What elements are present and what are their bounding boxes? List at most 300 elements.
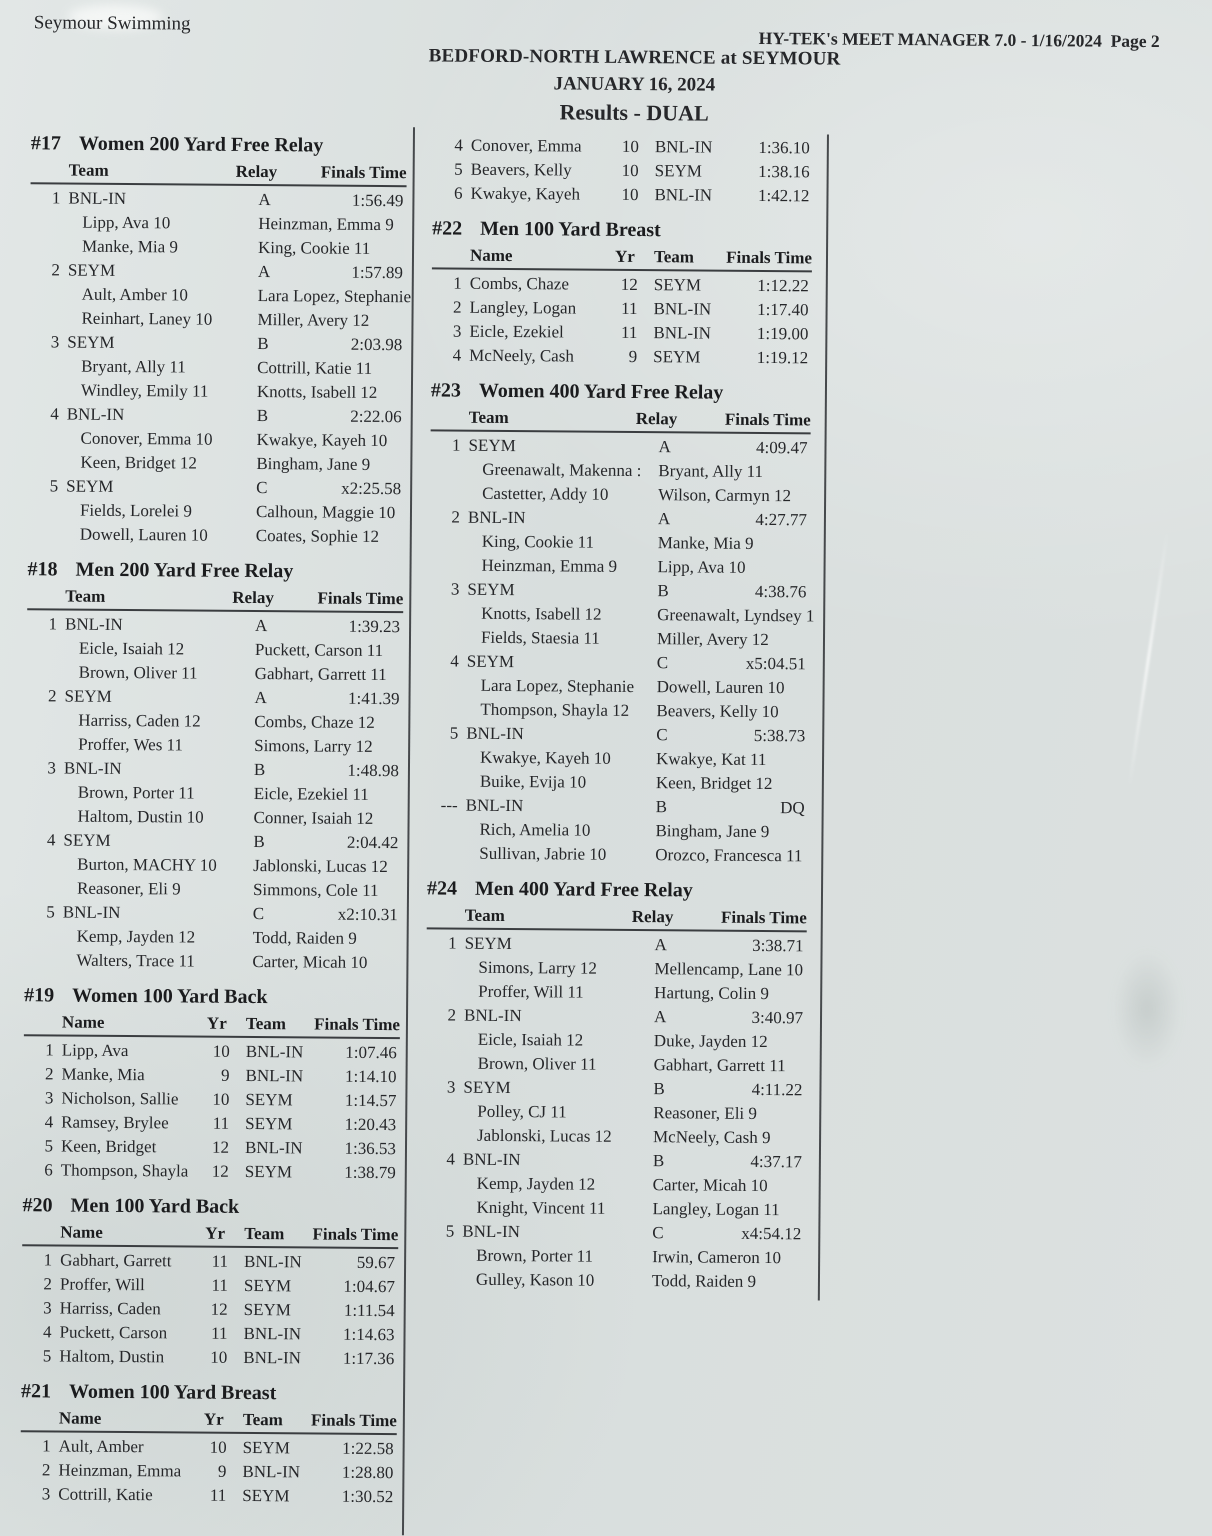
swimmer-row: [426, 1051, 806, 1078]
event-title: [431, 377, 811, 407]
event-block: [21, 1192, 398, 1371]
swimmer-row: [25, 852, 401, 879]
swimmer-row: [429, 601, 815, 628]
swimmer-name: Kemp, Jayden 12: [476, 1173, 596, 1194]
header-finals-time: Finals Time: [312, 1224, 399, 1245]
year: 10: [210, 1347, 228, 1367]
rank: 1: [448, 933, 457, 953]
finals-time: 3:38.71: [752, 935, 804, 956]
header-team: Team: [245, 1013, 287, 1034]
rank: 1: [42, 1436, 51, 1456]
year: 10: [621, 160, 639, 181]
swimmer-name: Brown, Porter 11: [476, 1245, 594, 1266]
result-row: [433, 133, 813, 160]
result-row: [23, 1062, 399, 1089]
result-row: [430, 433, 810, 460]
swimmer-name: Miller, Avery 12: [656, 629, 769, 650]
header-team: Team: [242, 1409, 283, 1430]
result-row: [21, 1434, 397, 1461]
swimmer-name: Heinzman, Emma 9: [481, 555, 618, 576]
finals-time: 1:28.80: [341, 1462, 394, 1483]
swimmer-row: [29, 306, 405, 333]
relay-letter: A: [653, 1007, 667, 1027]
year: 10: [212, 1041, 230, 1061]
swimmer-name: Gabhart, Garrett 11: [254, 664, 387, 685]
finals-time: 3:40.97: [751, 1007, 804, 1028]
finals-time: 1:22.58: [342, 1438, 394, 1459]
result-row: [431, 319, 811, 346]
swimmer-name: Sullivan, Jabrie 10: [479, 843, 607, 864]
team-name: SEYM: [244, 1161, 293, 1182]
rank: 2: [44, 1064, 54, 1084]
result-row: [28, 474, 404, 501]
swimmer-row: [430, 529, 810, 556]
year: 9: [628, 346, 638, 367]
finals-time: 1:20.43: [344, 1114, 397, 1135]
header-team: Team: [653, 247, 695, 267]
finals-time: 1:39.23: [348, 616, 401, 637]
rank: 4: [44, 1112, 54, 1132]
result-row: [27, 612, 403, 639]
swimmer-name: Eicle, Isaiah 12: [78, 638, 185, 659]
swimmer-name: Walters, Trace 11: [76, 950, 195, 971]
result-row: [426, 1003, 806, 1030]
swimmer-name: Combs, Chaze 12: [254, 712, 375, 732]
header-finals-time: Finals Time: [317, 588, 404, 609]
year: 11: [211, 1323, 228, 1343]
header-finals-time: Finals Time: [724, 409, 811, 430]
table-header: [27, 583, 403, 613]
swimmer-row: [26, 732, 402, 759]
swimmer-name: Nicholson, Sallie: [61, 1088, 179, 1109]
swimmer-name: Simons, Larry 12: [254, 736, 373, 756]
header-yr: Yr: [205, 1223, 226, 1243]
finals-time: 1:38.16: [758, 161, 810, 182]
year: 10: [212, 1089, 230, 1109]
rank: 4: [452, 345, 462, 365]
year: 10: [209, 1437, 227, 1457]
swimmer-name: Kwakye, Kat 11: [655, 749, 767, 770]
swimmer-name: Greenawalt, Lyndsey 1: [657, 605, 815, 626]
swimmer-row: [27, 636, 403, 663]
swimmer-row: [425, 1171, 805, 1198]
swimmer-name: Manke, Mia 9: [81, 236, 178, 257]
relay-letter: B: [257, 334, 269, 354]
swimmer-name: McNeely, Cash: [469, 345, 574, 366]
rank: 1: [451, 435, 461, 455]
team-name: SEYM: [242, 1485, 290, 1506]
team-name: SEYM: [653, 347, 701, 367]
year: 10: [621, 136, 639, 157]
swimmer-name: Fields, Lorelei 9: [79, 500, 192, 521]
year: 11: [212, 1113, 230, 1133]
swimmer-name: Buike, Evija 10: [479, 771, 587, 792]
team-name: BNL-IN: [66, 404, 125, 424]
team-name: BNL-IN: [654, 137, 713, 157]
event-name: Men 100 Yard Breast: [480, 217, 661, 242]
swimmer-row: [25, 924, 401, 951]
relay-letter: C: [656, 725, 668, 745]
table-header: [431, 404, 811, 434]
rank: 4: [42, 1322, 52, 1342]
swimmer-name: Conover, Emma 10: [80, 428, 213, 449]
result-row: [30, 258, 406, 285]
rank: 3: [450, 579, 460, 599]
finals-time: 2:22.06: [350, 406, 402, 427]
year: 10: [621, 184, 639, 205]
team-name: SEYM: [245, 1089, 293, 1110]
meet-manager-header: HY-TEK's MEET MANAGER 7.0 - 1/16/2024 Page 2: [758, 27, 1160, 52]
swimmer-name: Keen, Bridget 12: [655, 773, 773, 794]
result-row: [26, 756, 402, 783]
swimmer-name: Lara Lopez, Stephanie: [480, 675, 635, 697]
finals-time: 1:19.00: [756, 323, 809, 344]
swimmer-name: Carter, Micah 10: [252, 952, 368, 972]
result-row: [432, 271, 812, 298]
relay-letter: B: [657, 581, 669, 601]
swimmer-row: [429, 625, 809, 652]
table-header: [31, 157, 407, 187]
event-name: Women 100 Yard Breast: [68, 1380, 277, 1405]
swimmer-name: Harriss, Caden 12: [78, 710, 201, 731]
swimmer-name: Manke, Mia: [61, 1064, 145, 1085]
header-name: Name: [469, 245, 513, 266]
team-name: BNL-IN: [242, 1461, 301, 1482]
swimmer-name: Bingham, Jane 9: [256, 454, 371, 474]
team-name: SEYM: [64, 686, 112, 706]
results-label: Results - DUAL: [559, 99, 709, 126]
header-finals-time: Finals Time: [314, 1014, 401, 1035]
swimmer-name: Simmons, Cole 11: [252, 880, 379, 900]
rank: 5: [49, 476, 59, 496]
swimmer-row: [30, 210, 406, 237]
result-row: [29, 330, 405, 357]
event-name: Women 400 Yard Free Relay: [478, 379, 724, 404]
swimmer-name: Jablonski, Lucas 12: [253, 856, 388, 877]
swimmer-name: Kwakye, Kayeh 10: [479, 747, 611, 768]
event-number: #20: [22, 1194, 53, 1217]
swimmer-name: Knight, Vincent 11: [476, 1197, 606, 1218]
result-row: [431, 343, 811, 370]
swimmer-row: [428, 769, 808, 796]
swimmer-name: Heinzman, Emma 9: [258, 214, 394, 235]
finals-time: 5:38.73: [753, 725, 806, 746]
result-row: [23, 1158, 399, 1185]
team-name: SEYM: [467, 579, 515, 600]
result-row: [433, 157, 813, 184]
club-name: Seymour Swimming: [33, 12, 191, 35]
team-name: SEYM: [468, 435, 516, 456]
team-name: BNL-IN: [653, 323, 712, 343]
swimmer-row: [28, 450, 404, 477]
result-row: [424, 1219, 804, 1246]
result-row: [20, 1482, 396, 1509]
team-name: SEYM: [466, 651, 515, 672]
finals-time: 4:27.77: [755, 509, 808, 530]
year: 11: [620, 322, 638, 343]
rank: 6: [44, 1160, 53, 1180]
swimmer-name: Cottrill, Katie: [58, 1484, 153, 1505]
swimmer-row: [429, 673, 809, 700]
swimmer-name: Harriss, Caden: [59, 1298, 161, 1319]
result-row: [23, 1134, 399, 1161]
finals-time: 1:36.53: [344, 1138, 397, 1159]
event-block: [424, 875, 807, 1294]
team-name: SEYM: [653, 275, 702, 295]
swimmer-name: Cottrill, Katie 11: [257, 358, 373, 378]
swimmer-row: [24, 948, 400, 975]
swimmer-name: Knotts, Isabell 12: [481, 603, 602, 624]
team-name: BNL-IN: [62, 902, 121, 922]
swimmer-row: [30, 234, 406, 261]
swimmer-name: Kwakye, Kayeh 10: [256, 430, 388, 451]
swimmer-row: [29, 354, 405, 381]
relay-letter: B: [253, 760, 266, 780]
header-relay: Relay: [631, 906, 674, 927]
relay-letter: B: [253, 832, 265, 852]
relay-letter: B: [653, 1079, 665, 1099]
team-name: BNL-IN: [465, 795, 524, 816]
finals-time: 1:48.98: [347, 760, 400, 781]
event-number: #19: [24, 984, 55, 1007]
team-name: SEYM: [463, 1077, 511, 1098]
relay-letter: C: [256, 478, 268, 498]
rank: 3: [47, 758, 57, 778]
rank: 5: [42, 1346, 52, 1366]
swimmer-name: Fields, Staesia 11: [480, 627, 600, 648]
header-team: Team: [68, 160, 109, 180]
finals-time: 59.67: [356, 1252, 396, 1273]
team-name: BNL-IN: [245, 1065, 304, 1086]
event-title: [24, 982, 400, 1012]
swimmer-row: [26, 708, 402, 735]
team-name: BNL-IN: [245, 1041, 304, 1062]
year: 9: [217, 1461, 227, 1481]
event-number: #24: [426, 877, 458, 900]
header-yr: Yr: [206, 1013, 227, 1033]
team-name: SEYM: [242, 1437, 290, 1458]
finals-time: 1:17.36: [342, 1348, 395, 1369]
rank: 3: [446, 1077, 456, 1097]
swimmer-row: [430, 481, 810, 508]
swimmer-row: [30, 282, 412, 309]
finals-time: 1:07.46: [345, 1042, 397, 1063]
swimmer-name: Bryant, Ally 11: [81, 356, 186, 377]
header-name: Name: [58, 1408, 102, 1428]
swimmer-name: Manke, Mia 9: [657, 533, 754, 553]
swimmer-name: Todd, Raiden 9: [651, 1271, 757, 1291]
team-name: BNL-IN: [68, 188, 127, 208]
swimmer-name: Langley, Logan: [469, 297, 577, 318]
team-name: SEYM: [243, 1275, 292, 1296]
swimmer-name: Keen, Bridget: [60, 1136, 157, 1157]
result-row: [22, 1272, 398, 1299]
result-row: [425, 1147, 805, 1174]
rank: 6: [453, 183, 463, 203]
swimmer-name: Gabhart, Garrett: [60, 1250, 172, 1271]
swimmer-name: Reinhart, Laney 10: [81, 308, 213, 329]
team-name: BNL-IN: [467, 507, 526, 528]
swimmer-name: Irwin, Cameron 10: [652, 1247, 782, 1268]
swimmer-name: Simons, Larry 12: [478, 957, 598, 978]
event-name: Men 100 Yard Back: [70, 1194, 240, 1218]
table-header: [24, 1009, 400, 1039]
swimmer-name: Combs, Chaze: [469, 273, 570, 294]
swimmer-name: Puckett, Carson: [59, 1322, 168, 1343]
relay-letter: A: [654, 935, 667, 955]
swimmer-name: Conover, Emma: [470, 135, 582, 156]
team-name: BNL-IN: [463, 1005, 522, 1026]
swimmer-name: Carter, Micah 10: [652, 1175, 768, 1196]
swimmer-name: Eicle, Isaiah 12: [477, 1029, 584, 1050]
rank: 2: [453, 297, 462, 317]
finals-time: 4:11.22: [751, 1079, 803, 1100]
rank: 5: [46, 902, 55, 922]
relay-letter: A: [258, 190, 271, 210]
result-row: [425, 1075, 805, 1102]
swimmer-name: Ault, Amber 10: [81, 284, 189, 305]
event-number: #22: [432, 217, 463, 240]
left-column: [20, 130, 412, 1519]
swimmer-name: Lipp, Ava 10: [657, 557, 746, 577]
swimmer-row: [426, 955, 806, 982]
header-finals-time: Finals Time: [310, 1410, 397, 1431]
event-block: [427, 377, 815, 868]
header-team: Team: [65, 586, 106, 606]
year: 11: [621, 298, 638, 319]
result-row: [23, 1110, 399, 1137]
table-header: [22, 1219, 398, 1249]
event-name: Men 400 Yard Free Relay: [474, 877, 693, 902]
swimmer-name: Gabhart, Garrett 11: [653, 1055, 786, 1076]
rank: 2: [43, 1274, 52, 1294]
swimmer-row: [28, 426, 404, 453]
event-title: [21, 1378, 397, 1408]
table-header: [21, 1405, 397, 1435]
swimmer-name: Haltom, Dustin 10: [77, 806, 204, 827]
finals-time: 1:56.49: [351, 190, 404, 211]
swimmer-name: Bingham, Jane 9: [655, 821, 770, 842]
swimmer-name: Jablonski, Lucas 12: [477, 1125, 612, 1146]
swimmer-name: Calhoun, Maggie 10: [255, 502, 396, 523]
result-row: [21, 1344, 397, 1371]
swimmer-name: Bryant, Ally 11: [658, 461, 764, 482]
rank: 2: [447, 1005, 457, 1025]
swimmer-name: Langley, Logan 11: [652, 1199, 780, 1220]
rank: 3: [44, 1088, 54, 1108]
swimmer-name: Mellencamp, Lane 10: [654, 959, 804, 980]
team-name: BNL-IN: [244, 1137, 303, 1158]
event-title: [427, 875, 807, 905]
swimmer-name: Dowell, Lauren 10: [79, 524, 208, 545]
swimmer-row: [428, 745, 808, 772]
year: 12: [210, 1299, 228, 1319]
header-team: Team: [244, 1223, 285, 1244]
swimmer-name: Haltom, Dustin: [59, 1346, 165, 1367]
swimmer-name: Keen, Bridget 12: [80, 452, 198, 473]
swimmer-row: [426, 1027, 806, 1054]
relay-letter: A: [657, 509, 671, 529]
meet-title: BEDFORD-NORTH LAWRENCE at SEYMOUR: [428, 45, 841, 70]
finals-time: 1:17.40: [757, 299, 809, 320]
table-header: [427, 902, 807, 932]
scan-crease: [1128, 530, 1169, 788]
finals-time: 1:57.89: [351, 262, 403, 283]
event-title: [31, 130, 407, 160]
rank: 2: [41, 1460, 51, 1480]
header-name: Name: [61, 1012, 105, 1032]
header-finals-time: Finals Time: [320, 162, 407, 183]
rank: 3: [50, 332, 60, 352]
finals-time: 1:19.12: [756, 347, 809, 368]
swimmer-row: [29, 378, 405, 405]
finals-time: 1:12.22: [757, 275, 809, 296]
swimmer-name: Duke, Jayden 12: [653, 1031, 768, 1052]
rank: 2: [451, 507, 461, 527]
swimmer-name: Gulley, Kason 10: [475, 1269, 595, 1290]
header-name: Name: [60, 1222, 103, 1242]
finals-time: 1:04.67: [343, 1276, 395, 1297]
swimmer-name: Polley, CJ 11: [477, 1101, 567, 1122]
relay-letter: A: [658, 437, 671, 457]
header-finals-time: Finals Time: [720, 907, 807, 928]
year: 9: [220, 1065, 230, 1085]
finals-time: 1:42.12: [757, 185, 810, 206]
finals-time: 2:03.98: [350, 334, 403, 355]
swimmer-name: Beavers, Kelly 10: [656, 701, 779, 722]
event-title: [22, 1192, 398, 1222]
rank: 4: [446, 1149, 455, 1169]
swimmer-name: Coates, Sophie 12: [255, 526, 380, 546]
header-relay: Relay: [635, 409, 678, 429]
swimmer-name: Reasoner, Eli 9: [76, 878, 181, 899]
event-number: #23: [430, 379, 462, 402]
rank: ---: [440, 795, 458, 815]
result-row: [20, 1458, 396, 1485]
swimmer-name: Castetter, Addy 10: [482, 483, 609, 504]
result-row: [432, 295, 812, 322]
relay-letter: A: [255, 616, 268, 636]
rank: 2: [51, 260, 60, 280]
swimmer-name: McNeely, Cash 9: [653, 1127, 771, 1148]
swimmer-name: Hartung, Colin 9: [654, 983, 770, 1004]
swimmer-name: Burton, MACHY 10: [77, 854, 217, 875]
swimmer-row: [424, 1243, 804, 1270]
team-name: BNL-IN: [244, 1251, 302, 1272]
swimmer-row: [27, 660, 403, 687]
rank: 4: [50, 404, 59, 424]
swimmer-name: Heinzman, Emma: [58, 1460, 182, 1481]
swimmer-name: Eicle, Ezekiel: [469, 321, 564, 342]
swimmer-row: [25, 876, 401, 903]
team-name: BNL-IN: [462, 1149, 521, 1170]
rank: 5: [454, 159, 463, 179]
finals-time: x2:25.58: [341, 478, 402, 499]
team-name: SEYM: [67, 260, 116, 280]
result-row: [22, 1296, 398, 1323]
rank: 3: [43, 1298, 52, 1318]
rank: 1: [453, 273, 462, 293]
rank: 3: [41, 1484, 51, 1504]
swimmer-name: Miller, Avery 12: [257, 310, 370, 330]
swimmer-name: Kwakye, Kayeh: [470, 183, 581, 204]
result-row: [429, 649, 809, 676]
swimmer-name: Todd, Raiden 9: [252, 928, 357, 948]
finals-time: x2:10.31: [337, 904, 398, 925]
event-block: [23, 982, 401, 1185]
year: 11: [211, 1251, 229, 1271]
team-name: SEYM: [67, 332, 115, 352]
